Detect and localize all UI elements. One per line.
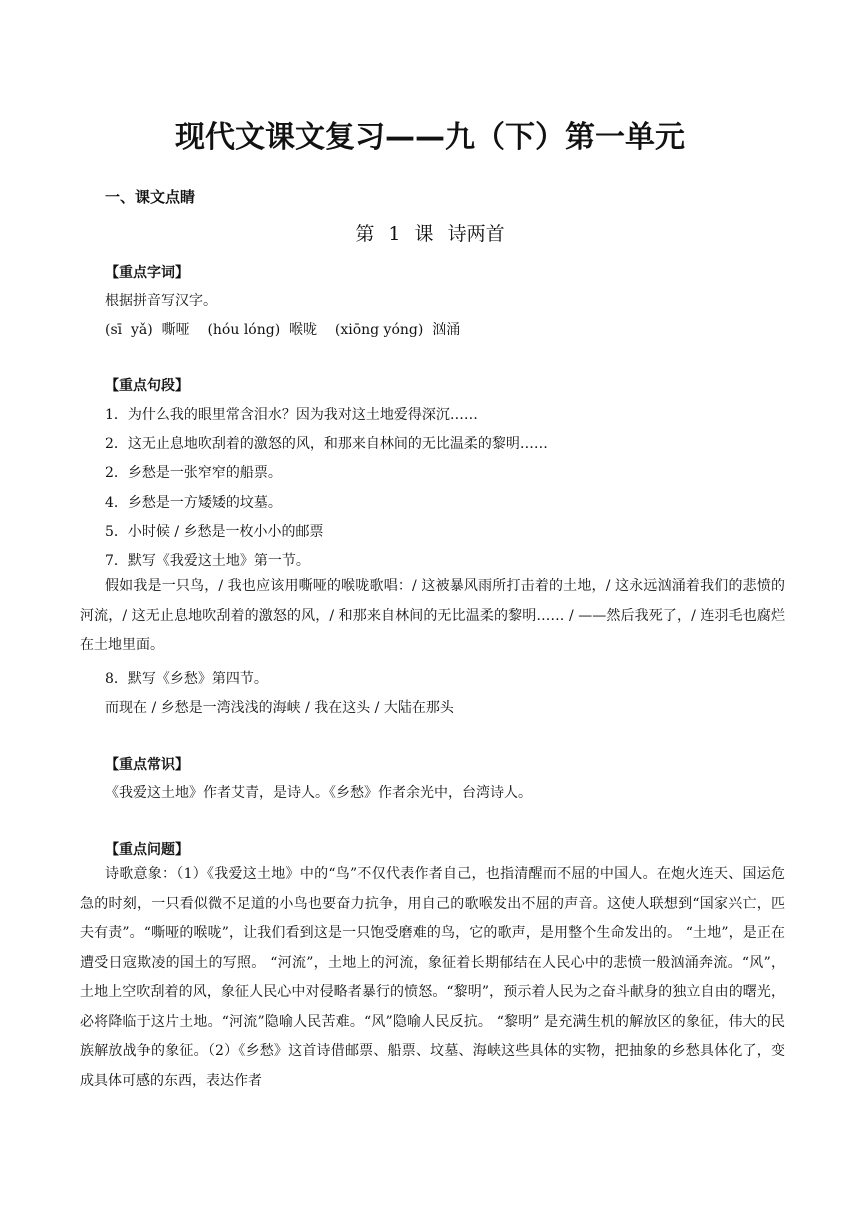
section-heading: 一、课文点睛: [105, 188, 196, 206]
document-title: 现代文课文复习——九（下）第一单元: [175, 120, 685, 155]
knowledge-heading: 【重点常识】: [105, 757, 189, 773]
questions-text: 诗歌意象：（1）《我爱这土地》中的“鸟”不仅代表作者自己，也指清醒而不屈的中国人。在炮火连天、国运危急的时刻，一只看似微不足道的小鸟也要奋力抗争，用自己的歌喉发出不屈的声音。这使人联想到“国家兴亡，匹夫有责”。“嘶哑的喉咙”，让我们看到这是一只饱受磨难的鸟，它的歌声，是用整个生命发出的。 “土地”，是正在遭受日寇欺凌的国土的写照。 “河流”，土地上的河流，象征着长期郁结在人民心中的悲愤一般汹涌奔流。“风”，土地上空吹刮着的风，象征人民心中对侵略者暴行的愤怒。“黎明”，预示着人民为之奋斗献身的独立自由的曙光，必将降临于这片土地。“河流”隐喻人民苦难。“风”隐喻人民反抗。 “黎明” 是充满生机的解放区的象征，伟大的民族解放战争的象征。（2）《乡愁》这首诗借邮票、船票、坟墓、海峡这些具体的实物，把抽象的乡愁具体化了，变成具体可感的东西，表达作者: [80, 866, 785, 1089]
sentence-item: 2．乡愁是一张窄窄的船票。: [105, 465, 282, 481]
sentence-item: 5．小时候 / 乡愁是一枚小小的邮票: [105, 524, 324, 540]
sentence-item: 7．默写《我爱这土地》第一节。: [105, 553, 310, 569]
vocab-instruction: 根据拼音写汉字。: [105, 293, 217, 309]
vocab-pinyin-line: (sī yǎ) 嘶哑 (hóu lóng) 喉咙 (xiōng yóng) 汹涌: [105, 322, 461, 338]
sentence-item: 2．这无止息地吹刮着的激怒的风，和那来自林间的无比温柔的黎明……: [105, 436, 548, 452]
poem-nostalgia: 而现在 / 乡愁是一湾浅浅的海峡 / 我在这头 / 大陆在那头: [105, 700, 454, 716]
sentences-heading: 【重点句段】: [105, 378, 189, 394]
lesson-title: 第 1 课 诗两首: [355, 223, 505, 245]
sentence-item: 4．乡愁是一方矮矮的坟墓。: [105, 495, 282, 511]
questions-heading: 【重点问题】: [105, 842, 189, 858]
sentence-item-8: 8．默写《乡愁》第四节。: [105, 671, 268, 687]
sentence-item: 1．为什么我的眼里常含泪水？因为我对这土地爱得深沉……: [105, 407, 478, 423]
poem-my-love-land: 假如我是一只鸟，/ 我也应该用嘶哑的喉咙歌唱：/ 这被暴风雨所打击着的土地，/ 这永远汹涌着我们的悲愤的河流，/ 这无止息地吹刮着的激怒的风，/ 和那来自林间的无比温柔的黎明…… / ——然后我死了，/ 连羽毛也腐烂在土地里面。: [80, 578, 785, 653]
knowledge-text: 《我爱这土地》作者艾青，是诗人。《乡愁》作者余光中，台湾诗人。: [105, 785, 532, 801]
vocab-heading: 【重点字词】: [105, 265, 189, 281]
